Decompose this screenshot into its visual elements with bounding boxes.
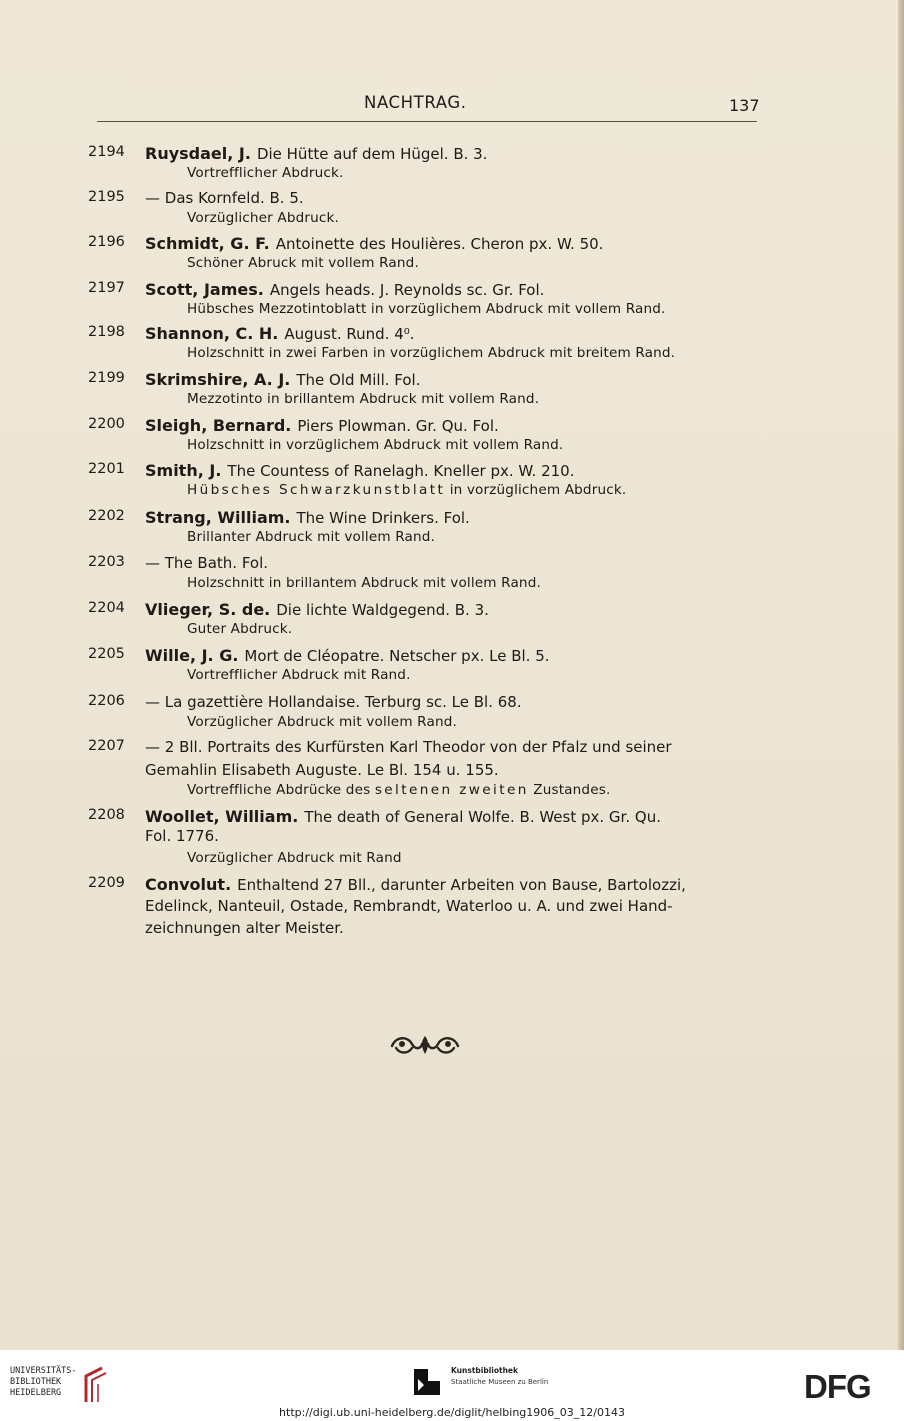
lot-number: 2200 — [88, 416, 125, 432]
library-name — [10, 1366, 77, 1399]
artist-name: Woollet, William. — [145, 807, 299, 826]
lot-number: 2206 — [88, 693, 125, 709]
entry-condition: Vorzüglicher Abdruck mit vollem Rand. — [187, 714, 457, 730]
entry-line — [145, 693, 522, 711]
kunstbibliothek-subtitle: Staatliche Museen zu Berlin — [451, 1378, 549, 1386]
artist-name: Convolut. — [145, 875, 232, 894]
entry-line — [145, 416, 499, 435]
lot-number: 2196 — [88, 234, 125, 250]
lot-number: 2197 — [88, 280, 125, 296]
entry-line-2 — [145, 761, 499, 779]
entry-condition: Holzschnitt in zwei Farben in vorzüglichem Abdruck mit breitem Rand. — [187, 345, 676, 361]
lot-number: 2205 — [88, 646, 125, 662]
entry-title: Angels heads. J. Reynolds sc. Gr. Fol. — [269, 281, 545, 299]
spaced-emphasis: Hübsches Schwarzkunstblatt — [187, 482, 446, 498]
lot-number: 2194 — [88, 144, 125, 160]
entry-condition: Vorzüglicher Abdruck. — [187, 210, 340, 226]
entry-line — [145, 600, 489, 619]
entry-line — [145, 370, 420, 389]
library-logo-icon — [80, 1364, 110, 1404]
entry-condition: Vorzüglicher Abdruck mit Rand — [187, 850, 402, 866]
entry-condition — [187, 482, 626, 498]
artist-name: Ruysdael, J. — [145, 144, 251, 163]
entry-title-cont: zeichnungen alter Meister. — [145, 919, 344, 937]
lot-number: 2204 — [88, 600, 125, 616]
entry-condition: Holzschnitt in vorzüglichem Abdruck mit vollem Rand. — [187, 437, 564, 453]
entry-condition: Guter Abdruck. — [187, 621, 293, 637]
entry-line — [145, 144, 487, 163]
entry-line — [145, 461, 574, 480]
entry-condition — [187, 782, 610, 798]
entry-condition: Holzschnitt in brillantem Abdruck mit vollem Rand. — [187, 575, 541, 591]
entry-condition: Hübsches Mezzotintoblatt in vorzüglichem Abdruck mit vollem Rand. — [187, 301, 666, 317]
entry-condition: Brillanter Abdruck mit vollem Rand. — [187, 529, 436, 545]
lot-number: 2199 — [88, 370, 125, 386]
entry-line-2 — [145, 827, 219, 845]
artist-name: Wille, J. G. — [145, 646, 239, 665]
lot-number: 2209 — [88, 875, 125, 891]
entry-title: — 2 Bll. Portraits des Kurfürsten Karl Theodor von der Pfalz und seiner — [145, 738, 672, 756]
dfg-logo: DFG — [804, 1368, 871, 1405]
lot-number: 2208 — [88, 807, 125, 823]
entry-line-3 — [145, 919, 344, 937]
page-number: 137 — [729, 96, 760, 115]
lot-number: 2201 — [88, 461, 125, 477]
entry-title: — La gazettière Hollandaise. Terburg sc. Le Bl. 68. — [145, 693, 522, 711]
entry-line — [145, 508, 470, 527]
entry-title: The Old Mill. Fol. — [296, 371, 421, 389]
entry-condition-rest: Zustandes. — [533, 782, 611, 798]
ornament-icon — [388, 1030, 462, 1060]
lot-number: 2207 — [88, 738, 125, 754]
entry-title-cont: Edelinck, Nanteuil, Ostade, Rembrandt, Waterloo u. A. und zwei Hand- — [145, 897, 673, 915]
entry-title-cont: Fol. 1776. — [145, 827, 219, 845]
kunstbibliothek-title: Kunstbibliothek — [451, 1366, 519, 1375]
spaced-emphasis: seltenen zweiten — [374, 782, 529, 798]
entry-title: Mort de Cléopatre. Netscher px. Le Bl. 5. — [244, 647, 550, 665]
entry-condition: Vortrefflicher Abdruck. — [187, 165, 344, 181]
entry-title: Piers Plowman. Gr. Qu. Fol. — [297, 417, 499, 435]
artist-name: Strang, William. — [145, 508, 291, 527]
artist-name: Sleigh, Bernard. — [145, 416, 292, 435]
lot-number: 2198 — [88, 324, 125, 340]
page-edge — [898, 0, 904, 1350]
entry-title: The death of General Wolfe. B. West px. Gr. Qu. — [304, 808, 661, 826]
entry-title: The Countess of Ranelagh. Kneller px. W. 210. — [227, 462, 575, 480]
library-name-line: HEIDELBERG — [10, 1388, 62, 1398]
entry-condition-rest: in vorzüglichem Abdruck. — [449, 482, 627, 498]
library-name-line: BIBLIOTHEK — [10, 1377, 62, 1387]
page-title: NACHTRAG. — [364, 93, 467, 112]
entry-line — [145, 189, 304, 207]
entry-title: Die lichte Waldgegend. B. 3. — [276, 601, 489, 619]
lot-number: 2202 — [88, 508, 125, 524]
entry-line — [145, 875, 686, 894]
entry-title: Enthaltend 27 Bll., darunter Arbeiten von Bause, Bartolozzi, — [237, 876, 686, 894]
lot-number: 2195 — [88, 189, 125, 205]
entry-line-2 — [145, 897, 673, 915]
entry-title: The Wine Drinkers. Fol. — [296, 509, 470, 527]
entry-line — [145, 324, 415, 343]
source-url[interactable]: http://digi.ub.uni-heidelberg.de/diglit/helbing1906_03_12/0143 — [279, 1406, 625, 1419]
entry-title: — The Bath. Fol. — [145, 554, 269, 572]
entry-title: Antoinette des Houlières. Cheron px. W. 50. — [275, 235, 604, 253]
entry-condition: Schöner Abruck mit vollem Rand. — [187, 255, 419, 271]
library-name-line: UNIVERSITÄTS- — [10, 1366, 77, 1376]
lot-number: 2203 — [88, 554, 125, 570]
entry-line — [145, 280, 544, 299]
entry-condition: Vortrefflicher Abdruck mit Rand. — [187, 667, 411, 683]
artist-name: Smith, J. — [145, 461, 222, 480]
entry-title-cont: Gemahlin Elisabeth Auguste. Le Bl. 154 u. 155. — [145, 761, 499, 779]
entry-line — [145, 807, 661, 826]
entry-line — [145, 738, 672, 756]
header-rule — [97, 121, 757, 122]
entry-line — [145, 234, 603, 253]
entry-title: August. Rund. 4⁰. — [284, 325, 415, 343]
kunstbibliothek-logo-icon — [414, 1369, 440, 1395]
entry-line — [145, 554, 268, 572]
entry-condition: Mezzotinto in brillantem Abdruck mit vollem Rand. — [187, 391, 540, 407]
footer-bar — [0, 1350, 904, 1421]
artist-name: Skrimshire, A. J. — [145, 370, 291, 389]
entry-condition-pre: Vortreffliche Abdrücke des — [187, 782, 371, 798]
artist-name: Schmidt, G. F. — [145, 234, 270, 253]
entry-line — [145, 646, 550, 665]
artist-name: Scott, James. — [145, 280, 264, 299]
artist-name: Shannon, C. H. — [145, 324, 279, 343]
entry-title: — Das Kornfeld. B. 5. — [145, 189, 304, 207]
entry-title: Die Hütte auf dem Hügel. B. 3. — [256, 145, 488, 163]
artist-name: Vlieger, S. de. — [145, 600, 271, 619]
